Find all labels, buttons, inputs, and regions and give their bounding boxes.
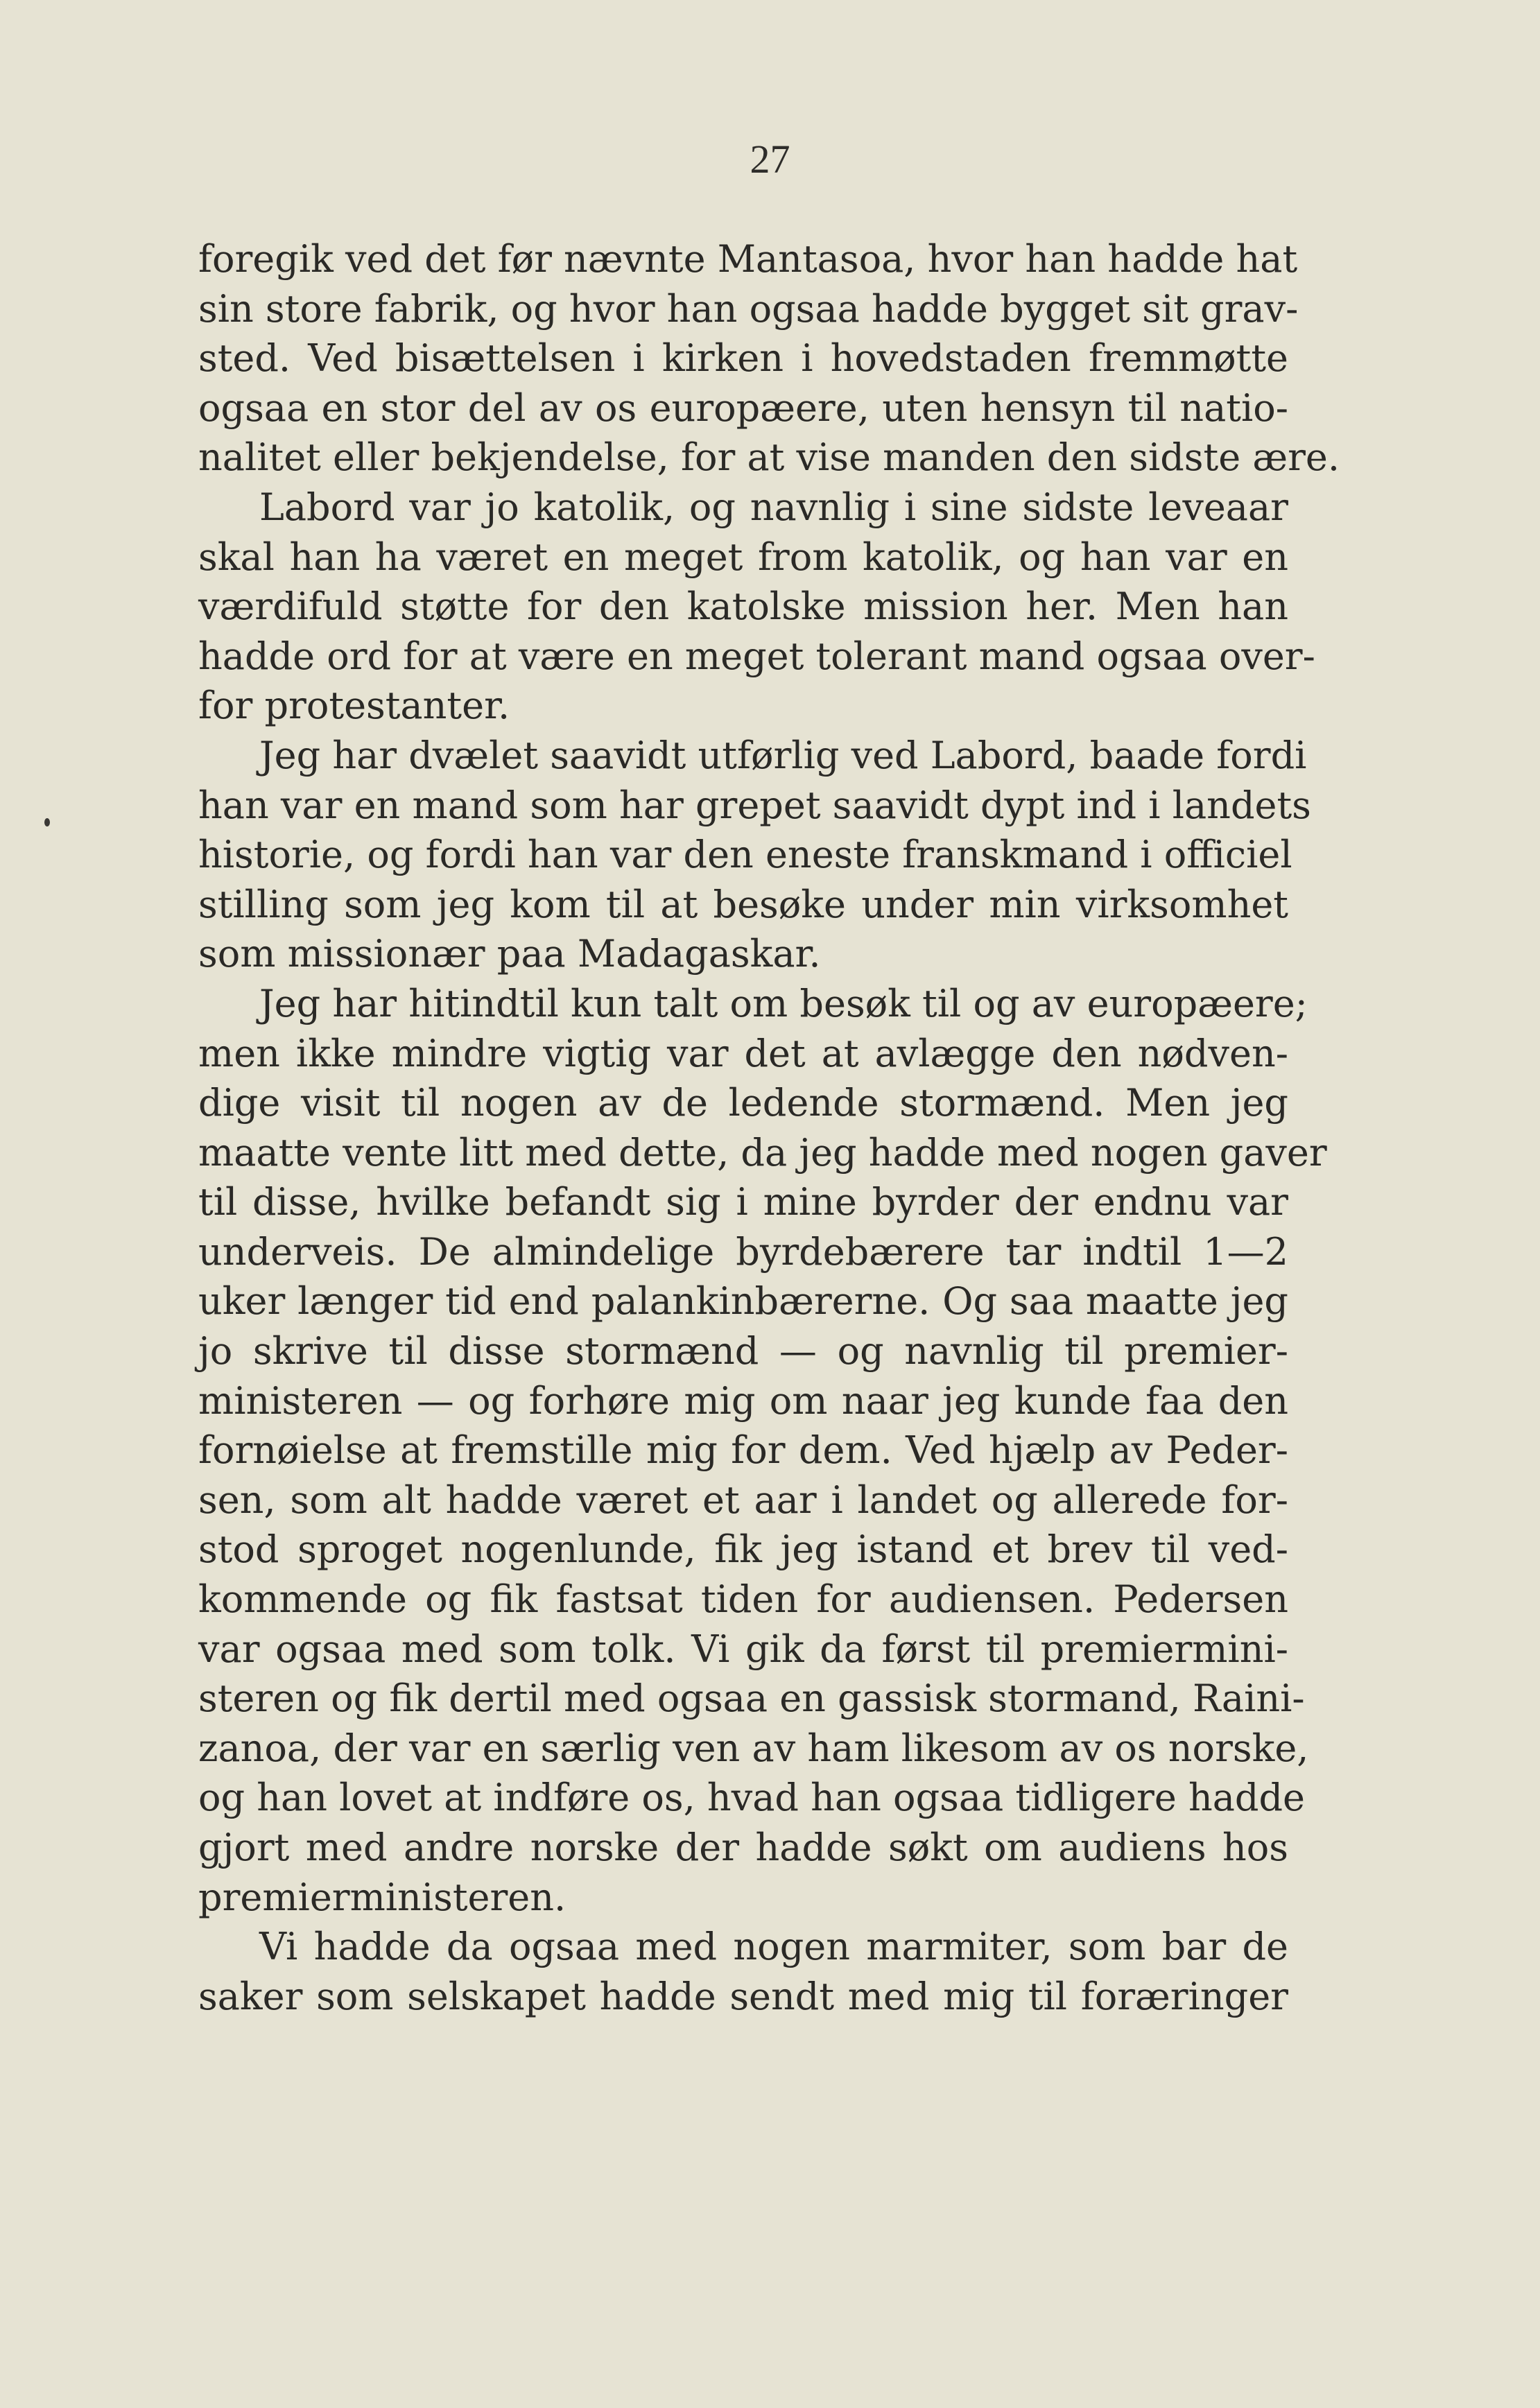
page-number: 27	[750, 137, 790, 182]
text-line: ministeren — og forhøre mig om naar jeg kunde faa den	[198, 1378, 1288, 1423]
text-line: maatte vente litt med dette, da jeg hadde med nogen gaver	[198, 1130, 1327, 1175]
print-speck	[44, 818, 50, 826]
text-line: Jeg har dvælet saavidt utførlig ved Labord, baade fordi	[259, 733, 1307, 777]
text-line: Vi hadde da ogsaa med nogen marmiter, som bar de	[259, 1925, 1288, 1969]
text-line: han var en mand som har grepet saavidt dypt ind i landets	[198, 783, 1311, 827]
text-line: saker som selskapet hadde sendt med mig til foræringer	[198, 1974, 1288, 2018]
text-line: kommende og fik fastsat tiden for audiensen. Pedersen	[198, 1577, 1288, 1622]
text-line: ogsaa en stor del av os europæere, uten hensyn til natio-	[198, 386, 1288, 430]
text-line: var ogsaa med som tolk. Vi gik da først til premiermini-	[198, 1627, 1288, 1671]
text-line: fornøielse at fremstille mig for dem. Ved hjælp av Peder-	[198, 1428, 1288, 1473]
text-line: steren og fik dertil med ogsaa en gassisk stormand, Raini-	[198, 1677, 1305, 1721]
text-line: zanoa, der var en særlig ven av ham likesom av os norske,	[198, 1726, 1309, 1770]
text-line: til disse, hvilke befandt sig i mine byrder der endnu var	[198, 1180, 1288, 1224]
text-line: dige visit til nogen av de ledende stormænd. Men jeg	[198, 1081, 1288, 1125]
text-line: hadde ord for at være en meget tolerant mand ogsaa over-	[198, 634, 1315, 678]
text-line: premierministeren.	[198, 1875, 566, 1919]
text-line: underveis. De almindelige byrdebærere tar indtil 1—2	[198, 1229, 1288, 1274]
text-line: stilling som jeg kom til at besøke under min virksomhet	[198, 882, 1288, 926]
text-line: nalitet eller bekjendelse, for at vise manden den sidste ære.	[198, 435, 1340, 480]
text-line: sted. Ved bisættelsen i kirken i hovedstaden fremmøtte	[198, 336, 1288, 381]
text-line: sin store fabrik, og hvor han ogsaa hadde bygget sit grav-	[198, 286, 1299, 331]
text-line: skal han ha været en meget from katolik, og han var en	[198, 535, 1288, 579]
text-line: gjort med andre norske der hadde søkt om audiens hos	[198, 1826, 1288, 1869]
text-line: men ikke mindre vigtig var det at avlægge den nødven-	[198, 1031, 1288, 1075]
text-line: historie, og fordi han var den eneste franskmand i officiel	[198, 833, 1292, 877]
text-line: stod sproget nogenlunde, fik jeg istand et brev til ved-	[198, 1527, 1288, 1572]
text-line: foregik ved det før nævnte Mantasoa, hvor han hadde hat	[198, 237, 1298, 281]
text-line: værdifuld støtte for den katolske mission her. Men han	[198, 584, 1288, 629]
text-line: jo skrive til disse stormænd — og navnlig til premier-	[198, 1329, 1288, 1374]
text-line: for protestanter.	[198, 684, 510, 728]
body-text	[198, 234, 1340, 2021]
text-line: sen, som alt hadde været et aar i landet og allerede for-	[198, 1478, 1288, 1522]
text-line: og han lovet at indføre os, hvad han ogsaa tidligere hadde	[198, 1776, 1306, 1820]
text-line: som missionær paa Madagaskar.	[198, 932, 821, 976]
text-line: Labord var jo katolik, og navnlig i sine sidste leveaar	[259, 485, 1288, 529]
text-line: uker længer tid end palankinbærerne. Og saa maatte jeg	[198, 1279, 1288, 1324]
text-line: Jeg har hitindtil kun talt om besøk til og av europæere;	[259, 981, 1308, 1025]
